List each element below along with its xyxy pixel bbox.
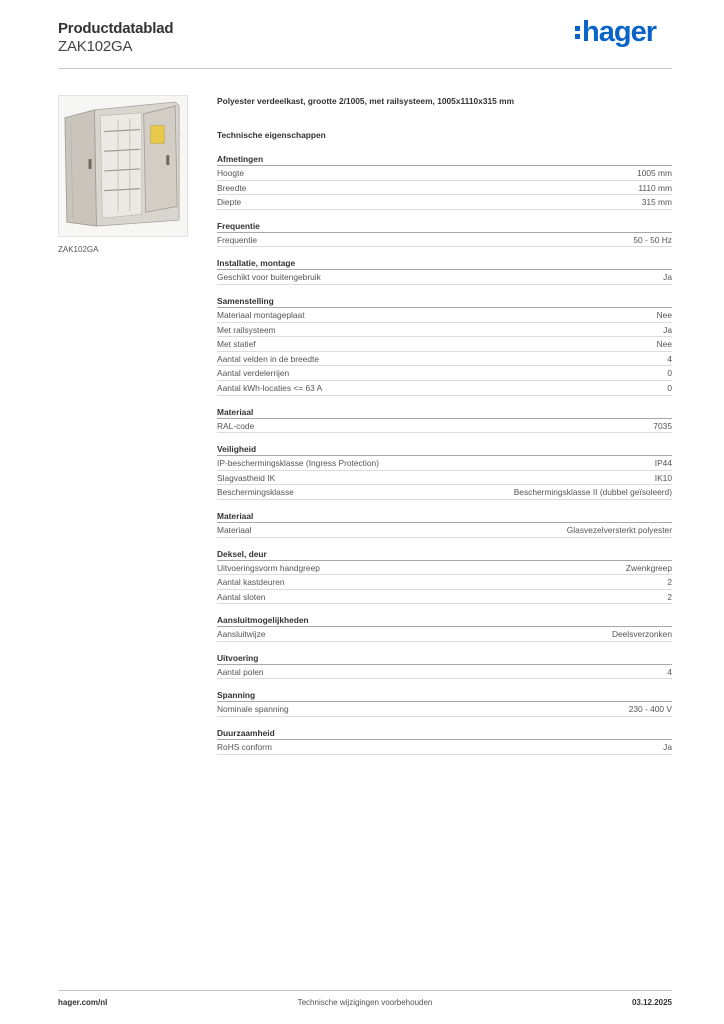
properties-list	[217, 154, 672, 755]
header-divider	[58, 68, 672, 69]
property-row	[217, 523, 672, 538]
property-label: Aantal verdelerrijen	[217, 368, 290, 379]
property-section	[217, 296, 672, 396]
property-label: Breedte	[217, 182, 247, 193]
property-label: Met railsysteem	[217, 324, 276, 335]
property-value: Ja	[663, 272, 672, 283]
page-header	[58, 16, 672, 70]
property-value: 1110 mm	[638, 182, 672, 193]
property-row	[217, 456, 672, 471]
property-row	[217, 181, 672, 196]
section-title: Spanning	[217, 690, 672, 702]
property-label: IP-beschermingsklasse (Ingress Protection)	[217, 458, 379, 469]
image-caption: ZAK102GA	[58, 245, 99, 254]
property-label: Materiaal	[217, 524, 252, 535]
property-section	[217, 549, 672, 605]
property-label: Aantal polen	[217, 666, 264, 677]
property-row	[217, 270, 672, 285]
property-value: Glasvezelversterkt polyester	[566, 524, 672, 535]
property-row	[217, 195, 672, 210]
property-row	[217, 233, 672, 248]
property-label: Geschikt voor buitengebruik	[217, 272, 321, 283]
property-label: Hoogte	[217, 168, 245, 178]
property-section	[217, 221, 672, 248]
property-value: 2	[667, 591, 672, 602]
logo-dots-icon	[575, 26, 580, 39]
property-value: 4	[667, 666, 672, 677]
property-row	[217, 471, 672, 486]
footer-notice: Technische wijzigingen voorbehouden	[297, 998, 433, 1007]
property-row	[217, 419, 672, 434]
property-value: Nee	[656, 339, 672, 350]
section-title: Installatie, montage	[217, 258, 672, 270]
property-row	[217, 381, 672, 396]
section-title: Uitvoering	[217, 653, 672, 665]
page-title: Productdatablad	[58, 20, 174, 37]
property-value: 7035	[653, 420, 672, 431]
section-title: Samenstelling	[217, 296, 672, 308]
section-title: Aansluitmogelijkheden	[217, 615, 672, 627]
property-value: 2	[667, 577, 672, 588]
property-value: Beschermingsklasse II (dubbel geïsoleerd)	[513, 487, 672, 498]
hager-logo	[575, 18, 656, 47]
section-title: Deksel, deur	[217, 549, 672, 561]
property-label: Diepte	[217, 197, 242, 208]
property-value: 230 - 400 V	[628, 704, 672, 715]
product-description: Polyester verdeelkast, grootte 2/1005, met railsysteem, 1005x1110x315 mm	[217, 96, 515, 106]
property-label: RAL-code	[217, 420, 255, 431]
footer-website: hager.com/nl	[58, 998, 108, 1007]
property-value: Ja	[663, 324, 672, 335]
property-label: Aantal sloten	[217, 591, 266, 602]
property-row	[217, 366, 672, 381]
property-row	[217, 561, 672, 576]
property-value: 315 mm	[641, 197, 672, 208]
property-section	[217, 511, 672, 538]
property-section	[217, 690, 672, 717]
product-details	[217, 96, 672, 755]
property-value: Nee	[656, 309, 672, 320]
property-row	[217, 308, 672, 323]
property-label: Beschermingsklasse	[217, 487, 294, 498]
property-value: 0	[667, 368, 672, 379]
property-label: Uitvoeringsvorm handgreep	[217, 562, 320, 573]
property-label: RoHS conform	[217, 742, 272, 753]
product-reference: ZAK102GA	[58, 38, 133, 55]
property-row	[217, 323, 672, 338]
property-value: Ja	[663, 742, 672, 753]
property-value: 4	[667, 353, 672, 364]
property-row	[217, 485, 672, 500]
property-row	[217, 627, 672, 642]
section-title: Veiligheid	[217, 444, 672, 456]
property-section	[217, 258, 672, 285]
footer-date: 03.12.2025	[631, 998, 672, 1007]
property-value: 0	[667, 382, 672, 393]
property-row	[217, 590, 672, 605]
property-value: Zwenkgreep	[625, 562, 672, 573]
property-label: Nominale spanning	[217, 704, 289, 715]
property-label: Aantal kastdeuren	[217, 577, 285, 588]
property-label: Slagvastheid IK	[217, 472, 276, 483]
property-label: Aantal kWh-locaties <= 63 A	[217, 382, 323, 393]
property-value: IK10	[654, 472, 672, 483]
property-value: 1005 mm	[637, 168, 672, 178]
property-value: IP44	[654, 458, 672, 469]
property-label: Aantal velden in de breedte	[217, 353, 319, 364]
property-row	[217, 166, 672, 181]
page-footer	[58, 990, 672, 1020]
section-title: Duurzaamheid	[217, 728, 672, 740]
property-label: Frequentie	[217, 234, 258, 245]
property-label: Met statief	[217, 339, 256, 350]
property-section	[217, 615, 672, 642]
property-row	[217, 352, 672, 367]
property-label: Materiaal montageplaat	[217, 309, 305, 320]
property-value: 50 - 50 Hz	[633, 234, 672, 245]
property-section	[217, 407, 672, 434]
property-section	[217, 154, 672, 210]
footer-divider	[58, 990, 672, 991]
logo-wordmark: hager	[582, 16, 656, 48]
property-section	[217, 444, 672, 500]
property-section	[217, 728, 672, 755]
property-section	[217, 653, 672, 680]
property-row	[217, 665, 672, 680]
property-label: Aansluitwijze	[217, 629, 266, 640]
property-row	[217, 575, 672, 590]
section-title: Materiaal	[217, 407, 672, 419]
technical-properties-heading: Technische eigenschappen	[217, 130, 326, 140]
cabinet-illustration-icon	[59, 96, 187, 236]
property-row	[217, 740, 672, 755]
property-row	[217, 337, 672, 352]
property-row	[217, 702, 672, 717]
section-title: Frequentie	[217, 221, 672, 233]
section-title: Afmetingen	[217, 154, 672, 166]
section-title: Materiaal	[217, 511, 672, 523]
property-value: Deelsverzonken	[611, 629, 672, 640]
product-image	[58, 95, 188, 237]
